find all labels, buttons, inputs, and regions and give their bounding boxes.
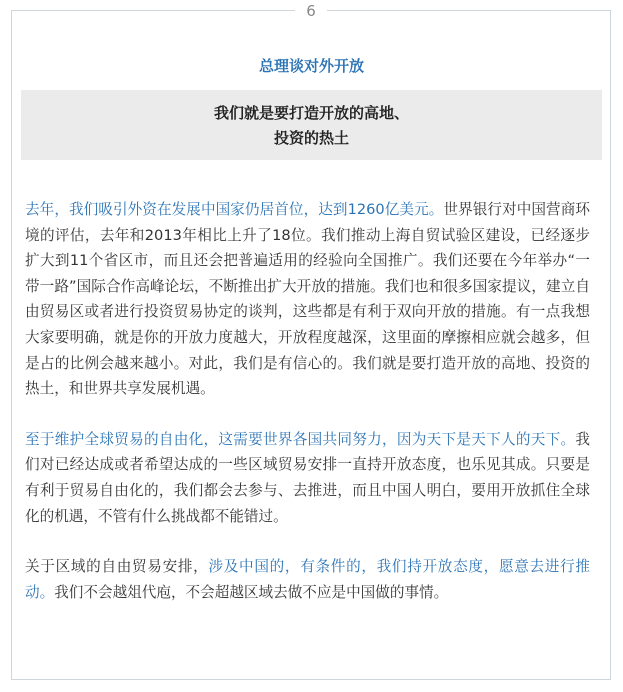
paragraph-3-highlight: 涉及中国的，有条件的，我们持开放态度，愿意去进行推动。 bbox=[25, 558, 590, 601]
paragraph-2-text: 我们对已经达成或者希望达成的一些区域贸易安排一直持开放态度，也乐见其成。只要是有利于贸易自由化的，我们都会去参与、去推进，而且中国人明白，要用开放抓住全球化的机遇，不管有什么挑战都不能错过。 bbox=[25, 430, 590, 525]
section-title: 总理谈对外开放 bbox=[258, 57, 364, 75]
pull-quote-line-1: 我们就是要打造开放的高地、 bbox=[213, 104, 409, 122]
paragraph-3-text: 我们不会越俎代庖，不会超越区域去做不应是中国做的事情。 bbox=[54, 583, 449, 601]
paragraph-3 bbox=[25, 554, 590, 605]
pull-quote-box bbox=[21, 90, 602, 160]
page-number: 6 bbox=[295, 0, 327, 22]
paragraph-1 bbox=[25, 197, 590, 402]
article-body bbox=[25, 197, 590, 605]
paragraph-2 bbox=[25, 427, 590, 529]
pull-quote-line-2: 投资的热土 bbox=[273, 129, 349, 147]
paragraph-1-highlight: 去年，我们吸引外资在发展中国家仍居首位，达到1260亿美元。 bbox=[25, 201, 444, 218]
paragraph-3-prefix: 关于区域的自由贸易安排， bbox=[25, 558, 209, 576]
paragraph-1-text: 世界银行对中国营商环境的评估，去年和2013年相比上升了18位。我们推动上海自贸试验区建设，已经逐步扩大到11个省区市，而且还会把普遍适用的经验向全国推广。我们还要在今年举办“一带一路”国际合作高峰论坛，不断推出扩大开放的措施。我们也和很多国家提议，建立自由贸易区或者进行投资贸易协定的谈判，这些都是有利于双向开放的措施。有一点我想大家要明确，就是你的开放力度越大，开放程度越深，这里面的摩擦相应就会越多，但是占的比例会越来越小。对此，我们是有信心的。我们就是要打造开放的高地、投资的热土，和世界共享发展机遇。 bbox=[25, 201, 590, 398]
paragraph-2-highlight: 至于维护全球贸易的自由化，这需要世界各国共同努力，因为天下是天下人的天下。 bbox=[25, 430, 576, 448]
